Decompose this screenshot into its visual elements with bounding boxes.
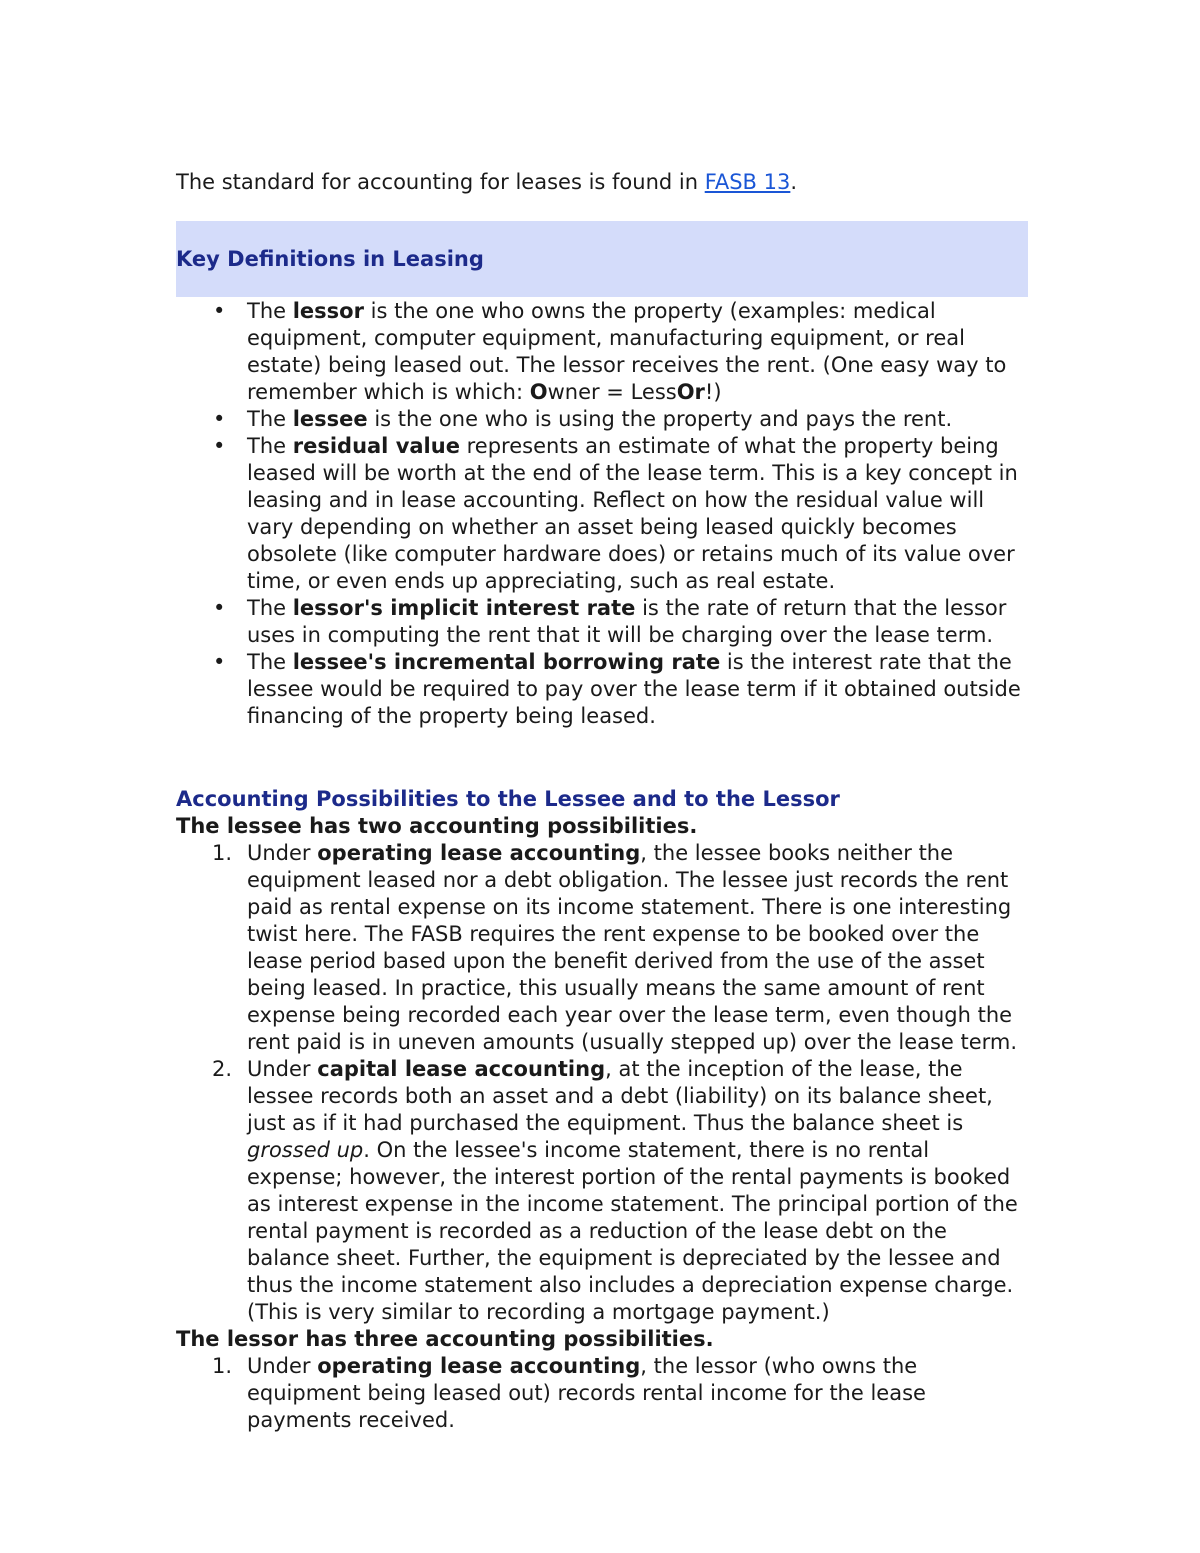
term-lessor: lessor xyxy=(292,299,364,323)
item-text: represents an estimate of what the property being leased will be worth at the end of the lease term. This is a key concept in leasing and in lease accounting. Reflect on how the residual value will vary depending on whether an asset being leased quickly becomes obsolete (like computer hardware does) or retains much of its value over time, or even ends up appreciating, such as real estate. xyxy=(247,434,1018,593)
bullet-icon: • xyxy=(213,650,226,674)
item-text: Under xyxy=(247,1057,318,1081)
bullet-icon: • xyxy=(213,407,226,431)
term-residual-value: residual value xyxy=(292,434,460,458)
accounting-possibilities-heading: Accounting Possibilities to the Lessee and to the Lessor xyxy=(176,787,840,811)
lessee-item-capital xyxy=(176,1056,1028,1326)
lessor-item-operating xyxy=(176,1353,1028,1434)
list-item-residual-value xyxy=(176,433,1028,595)
definitions-list xyxy=(176,298,1028,730)
item-text: The xyxy=(247,407,293,431)
intro-period: . xyxy=(790,170,798,194)
item-text: is the interest rate that the lessee would be required to pay over the lease term if it obtained outside financing of the property being leased. xyxy=(247,650,1021,728)
term-lessee: lessee xyxy=(292,407,368,431)
item-text: The xyxy=(247,299,293,323)
list-item-lessee xyxy=(176,406,1028,433)
item-text: is the one who owns the property (examples: medical equipment, computer equipment, manufacturing equipment, or real estate) being leased out. The lessor receives the rent. (One easy way to remember which is which: xyxy=(247,299,1007,404)
lessor-subheading: The lessor has three accounting possibilities. xyxy=(176,1327,714,1351)
bullet-icon: • xyxy=(213,299,226,323)
item-text: The xyxy=(247,596,293,620)
lessee-item-operating xyxy=(176,840,1028,1056)
term-operating-lease: operating lease accounting xyxy=(317,841,641,865)
accounting-possibilities-section xyxy=(176,786,1028,1434)
term-implicit-rate: lessor's implicit interest rate xyxy=(292,596,636,620)
mnemonic-text: wner = Less xyxy=(547,380,677,404)
mnemonic-end: !) xyxy=(704,380,722,404)
term-capital-lease: capital lease accounting xyxy=(317,1057,606,1081)
item-text: , the lessor (who owns the equipment being leased out) records rental income for the lease payments received. xyxy=(247,1354,926,1432)
term-operating-lease: operating lease accounting xyxy=(317,1354,641,1378)
item-text: , at the inception of the lease, the lessee records both an asset and a debt (liability) on its balance sheet, just as if it had purchased the equipment. Thus the balance sheet is xyxy=(247,1057,993,1135)
bullet-icon: • xyxy=(213,434,226,458)
intro-paragraph xyxy=(176,168,1028,196)
mnemonic-o: O xyxy=(529,380,548,404)
item-text: Under xyxy=(247,841,318,865)
item-text: The xyxy=(247,434,293,458)
intro-text: The standard for accounting for leases is found in xyxy=(176,170,705,194)
term-incremental-rate: lessee's incremental borrowing rate xyxy=(292,650,721,674)
lessee-subheading: The lessee has two accounting possibilities. xyxy=(176,814,698,838)
item-number: 1. xyxy=(212,1354,233,1378)
mnemonic-or: Or xyxy=(676,380,705,404)
item-number: 1. xyxy=(212,841,233,865)
list-item-implicit-rate xyxy=(176,595,1028,649)
list-item-incremental-rate xyxy=(176,649,1028,730)
italic-grossed-up: grossed up xyxy=(247,1138,364,1162)
bullet-icon: • xyxy=(213,596,226,620)
list-item-lessor xyxy=(176,298,1028,406)
fasb-13-link[interactable]: FASB 13 xyxy=(704,170,791,194)
lessee-list xyxy=(176,840,1028,1326)
item-text: The xyxy=(247,650,293,674)
item-text: , the lessee books neither the equipment leased nor a debt obligation. The lessee just records the rent paid as rental expense on its income statement. There is one interesting twist here. The FASB requires the rent expense to be booked over the lease period based upon the benefit derived from the use of the asset being leased. In practice, this usually means the same amount of rent expense being recorded each year over the lease term, even though the rent paid is in uneven amounts (usually stepped up) over the lease term. xyxy=(247,841,1018,1054)
lessor-list xyxy=(176,1353,1028,1434)
item-text: is the one who is using the property and pays the rent. xyxy=(367,407,953,431)
item-text: is the rate of return that the lessor uses in computing the rent that it will be charging over the lease term. xyxy=(247,596,1007,647)
item-text: Under xyxy=(247,1354,318,1378)
item-text: . On the lessee's income statement, there is no rental expense; however, the interest portion of the rental payments is booked as interest expense in the income statement. The principal portion of the rental payment is recorded as a reduction of the lease debt on the balance sheet. Further, the equipment is depreciated by the lessee and thus the income statement also includes a depreciation expense charge. (This is very similar to recording a mortgage payment.) xyxy=(247,1138,1018,1324)
key-definitions-heading: Key Definitions in Leasing xyxy=(176,247,484,271)
item-number: 2. xyxy=(212,1057,233,1081)
